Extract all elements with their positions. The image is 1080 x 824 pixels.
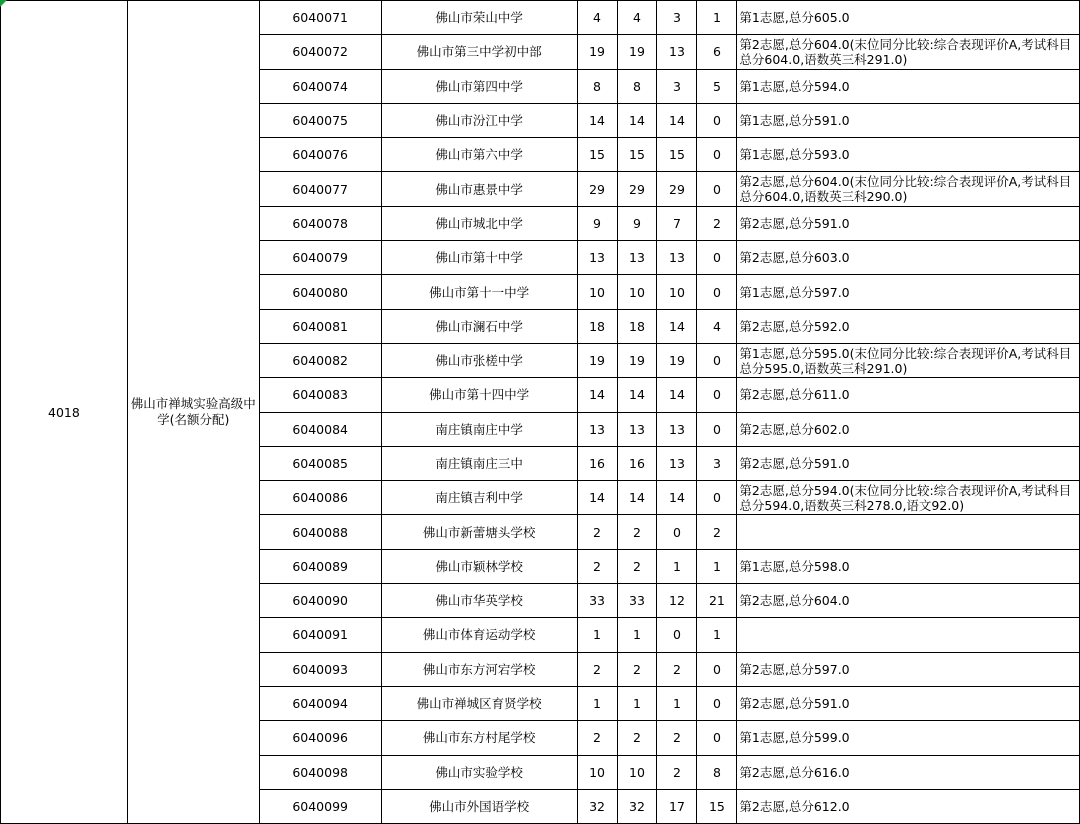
remark-cell: 第2志愿,总分592.0 xyxy=(737,309,1080,343)
remark-cell: 第2志愿,总分611.0 xyxy=(737,378,1080,412)
remark-cell: 第2志愿,总分591.0 xyxy=(737,446,1080,480)
admitted-cell: 13 xyxy=(657,241,697,275)
remark-cell: 第1志愿,总分595.0(末位同分比较:综合表现评价A,考试科目总分595.0,语数英三科291.0) xyxy=(737,343,1080,377)
planned-cell: 2 xyxy=(617,721,657,755)
remaining-cell: 0 xyxy=(697,721,737,755)
school-code-cell: 6040099 xyxy=(259,789,381,823)
planned-cell: 29 xyxy=(617,172,657,206)
planned-cell: 14 xyxy=(617,481,657,515)
planned-cell: 33 xyxy=(617,584,657,618)
school-name-cell: 佛山市禅城区育贤学校 xyxy=(381,686,577,720)
remaining-cell: 0 xyxy=(697,138,737,172)
admitted-cell: 14 xyxy=(657,309,697,343)
remaining-cell: 2 xyxy=(697,515,737,549)
admitted-cell: 0 xyxy=(657,515,697,549)
school-name-cell: 佛山市东方河宕学校 xyxy=(381,652,577,686)
admitted-cell: 15 xyxy=(657,138,697,172)
admitted-cell: 3 xyxy=(657,1,697,35)
school-name-cell: 佛山市第四中学 xyxy=(381,69,577,103)
remaining-cell: 1 xyxy=(697,549,737,583)
school-code-cell: 6040094 xyxy=(259,686,381,720)
quota-cell: 19 xyxy=(577,35,617,69)
admitted-cell: 13 xyxy=(657,35,697,69)
school-code-cell: 6040079 xyxy=(259,241,381,275)
remark-cell: 第1志愿,总分594.0 xyxy=(737,69,1080,103)
quota-cell: 33 xyxy=(577,584,617,618)
remark-cell: 第2志愿,总分603.0 xyxy=(737,241,1080,275)
admitted-cell: 12 xyxy=(657,584,697,618)
group-name-cell: 佛山市禅城实验高级中学(名额分配) xyxy=(127,1,259,824)
remark-cell: 第1志愿,总分598.0 xyxy=(737,549,1080,583)
planned-cell: 14 xyxy=(617,103,657,137)
school-code-cell: 6040084 xyxy=(259,412,381,446)
admitted-cell: 14 xyxy=(657,481,697,515)
remaining-cell: 0 xyxy=(697,275,737,309)
remaining-cell: 5 xyxy=(697,69,737,103)
school-code-cell: 6040071 xyxy=(259,1,381,35)
remark-cell xyxy=(737,515,1080,549)
school-name-cell: 佛山市城北中学 xyxy=(381,206,577,240)
planned-cell: 2 xyxy=(617,652,657,686)
school-code-cell: 6040089 xyxy=(259,549,381,583)
remaining-cell: 0 xyxy=(697,378,737,412)
planned-cell: 19 xyxy=(617,343,657,377)
remaining-cell: 4 xyxy=(697,309,737,343)
quota-cell: 14 xyxy=(577,481,617,515)
remaining-cell: 1 xyxy=(697,618,737,652)
remark-cell: 第1志愿,总分597.0 xyxy=(737,275,1080,309)
remaining-cell: 0 xyxy=(697,481,737,515)
quota-cell: 2 xyxy=(577,652,617,686)
school-code-cell: 6040076 xyxy=(259,138,381,172)
planned-cell: 2 xyxy=(617,515,657,549)
remark-cell: 第1志愿,总分593.0 xyxy=(737,138,1080,172)
cell-marker-icon xyxy=(0,0,7,7)
remaining-cell: 2 xyxy=(697,206,737,240)
planned-cell: 13 xyxy=(617,241,657,275)
remaining-cell: 0 xyxy=(697,686,737,720)
table-row xyxy=(1,1,1080,35)
quota-cell: 14 xyxy=(577,378,617,412)
school-code-cell: 6040088 xyxy=(259,515,381,549)
remaining-cell: 0 xyxy=(697,412,737,446)
admitted-cell: 2 xyxy=(657,721,697,755)
remark-cell: 第2志愿,总分604.0 xyxy=(737,584,1080,618)
admitted-cell: 2 xyxy=(657,652,697,686)
admitted-cell: 1 xyxy=(657,686,697,720)
school-code-cell: 6040083 xyxy=(259,378,381,412)
admitted-cell: 1 xyxy=(657,549,697,583)
quota-cell: 10 xyxy=(577,275,617,309)
school-name-cell: 佛山市第十四中学 xyxy=(381,378,577,412)
planned-cell: 4 xyxy=(617,1,657,35)
school-name-cell: 佛山市外国语学校 xyxy=(381,789,577,823)
school-code-cell: 6040072 xyxy=(259,35,381,69)
school-code-cell: 6040080 xyxy=(259,275,381,309)
quota-cell: 8 xyxy=(577,69,617,103)
school-name-cell: 南庄镇南庄中学 xyxy=(381,412,577,446)
school-name-cell: 佛山市华英学校 xyxy=(381,584,577,618)
school-name-cell: 佛山市第十中学 xyxy=(381,241,577,275)
quota-cell: 13 xyxy=(577,241,617,275)
admitted-cell: 17 xyxy=(657,789,697,823)
quota-cell: 2 xyxy=(577,549,617,583)
school-name-cell: 佛山市澜石中学 xyxy=(381,309,577,343)
school-code-cell: 6040074 xyxy=(259,69,381,103)
school-code-cell: 6040081 xyxy=(259,309,381,343)
admitted-cell: 14 xyxy=(657,378,697,412)
remaining-cell: 0 xyxy=(697,103,737,137)
planned-cell: 18 xyxy=(617,309,657,343)
remaining-cell: 15 xyxy=(697,789,737,823)
school-name-cell: 佛山市第十一中学 xyxy=(381,275,577,309)
school-name-cell: 佛山市体育运动学校 xyxy=(381,618,577,652)
remaining-cell: 0 xyxy=(697,241,737,275)
admitted-cell: 2 xyxy=(657,755,697,789)
remark-cell: 第2志愿,总分604.0(末位同分比较:综合表现评价A,考试科目总分604.0,语数英三科291.0) xyxy=(737,35,1080,69)
planned-cell: 1 xyxy=(617,618,657,652)
quota-cell: 15 xyxy=(577,138,617,172)
school-name-cell: 佛山市荣山中学 xyxy=(381,1,577,35)
remark-cell: 第1志愿,总分605.0 xyxy=(737,1,1080,35)
remaining-cell: 0 xyxy=(697,343,737,377)
remaining-cell: 21 xyxy=(697,584,737,618)
remark-cell: 第2志愿,总分602.0 xyxy=(737,412,1080,446)
remark-cell: 第2志愿,总分597.0 xyxy=(737,652,1080,686)
remark-cell: 第2志愿,总分591.0 xyxy=(737,686,1080,720)
planned-cell: 16 xyxy=(617,446,657,480)
group-id-cell: 4018 xyxy=(1,1,128,824)
remaining-cell: 8 xyxy=(697,755,737,789)
quota-cell: 1 xyxy=(577,686,617,720)
school-name-cell: 佛山市实验学校 xyxy=(381,755,577,789)
school-code-cell: 6040086 xyxy=(259,481,381,515)
remaining-cell: 0 xyxy=(697,172,737,206)
admitted-cell: 13 xyxy=(657,412,697,446)
remark-cell: 第2志愿,总分604.0(末位同分比较:综合表现评价A,考试科目总分604.0,语数英三科290.0) xyxy=(737,172,1080,206)
school-name-cell: 佛山市新蕾塘头学校 xyxy=(381,515,577,549)
planned-cell: 1 xyxy=(617,686,657,720)
admitted-cell: 13 xyxy=(657,446,697,480)
remaining-cell: 0 xyxy=(697,652,737,686)
admitted-cell: 19 xyxy=(657,343,697,377)
quota-cell: 4 xyxy=(577,1,617,35)
school-name-cell: 佛山市第六中学 xyxy=(381,138,577,172)
quota-cell: 16 xyxy=(577,446,617,480)
remark-cell: 第2志愿,总分591.0 xyxy=(737,206,1080,240)
planned-cell: 14 xyxy=(617,378,657,412)
planned-cell: 2 xyxy=(617,549,657,583)
school-code-cell: 6040091 xyxy=(259,618,381,652)
remaining-cell: 1 xyxy=(697,1,737,35)
school-code-cell: 6040077 xyxy=(259,172,381,206)
quota-cell: 2 xyxy=(577,515,617,549)
quota-cell: 2 xyxy=(577,721,617,755)
admitted-cell: 29 xyxy=(657,172,697,206)
remark-cell: 第2志愿,总分594.0(末位同分比较:综合表现评价A,考试科目总分594.0,语数英三科278.0,语文92.0) xyxy=(737,481,1080,515)
school-code-cell: 6040082 xyxy=(259,343,381,377)
planned-cell: 19 xyxy=(617,35,657,69)
school-code-cell: 6040085 xyxy=(259,446,381,480)
quota-cell: 29 xyxy=(577,172,617,206)
remaining-cell: 3 xyxy=(697,446,737,480)
admitted-cell: 10 xyxy=(657,275,697,309)
school-code-cell: 6040093 xyxy=(259,652,381,686)
admitted-cell: 0 xyxy=(657,618,697,652)
quota-cell: 19 xyxy=(577,343,617,377)
school-code-cell: 6040098 xyxy=(259,755,381,789)
school-code-cell: 6040078 xyxy=(259,206,381,240)
admitted-cell: 3 xyxy=(657,69,697,103)
quota-cell: 32 xyxy=(577,789,617,823)
quota-cell: 1 xyxy=(577,618,617,652)
planned-cell: 32 xyxy=(617,789,657,823)
school-name-cell: 佛山市东方村尾学校 xyxy=(381,721,577,755)
remark-cell: 第2志愿,总分616.0 xyxy=(737,755,1080,789)
planned-cell: 10 xyxy=(617,755,657,789)
quota-cell: 10 xyxy=(577,755,617,789)
school-name-cell: 南庄镇南庄三中 xyxy=(381,446,577,480)
remark-cell: 第2志愿,总分612.0 xyxy=(737,789,1080,823)
quota-cell: 18 xyxy=(577,309,617,343)
school-code-cell: 6040096 xyxy=(259,721,381,755)
planned-cell: 10 xyxy=(617,275,657,309)
school-name-cell: 佛山市张槎中学 xyxy=(381,343,577,377)
school-name-cell: 佛山市汾江中学 xyxy=(381,103,577,137)
admitted-cell: 7 xyxy=(657,206,697,240)
planned-cell: 13 xyxy=(617,412,657,446)
school-name-cell: 佛山市颖林学校 xyxy=(381,549,577,583)
school-code-cell: 6040075 xyxy=(259,103,381,137)
planned-cell: 15 xyxy=(617,138,657,172)
table-body xyxy=(1,1,1080,824)
quota-cell: 9 xyxy=(577,206,617,240)
remark-cell xyxy=(737,618,1080,652)
planned-cell: 9 xyxy=(617,206,657,240)
school-name-cell: 佛山市惠景中学 xyxy=(381,172,577,206)
school-name-cell: 南庄镇吉利中学 xyxy=(381,481,577,515)
school-code-cell: 6040090 xyxy=(259,584,381,618)
remaining-cell: 6 xyxy=(697,35,737,69)
quota-cell: 13 xyxy=(577,412,617,446)
planned-cell: 8 xyxy=(617,69,657,103)
remark-cell: 第1志愿,总分591.0 xyxy=(737,103,1080,137)
quota-cell: 14 xyxy=(577,103,617,137)
admitted-cell: 14 xyxy=(657,103,697,137)
school-name-cell: 佛山市第三中学初中部 xyxy=(381,35,577,69)
remark-cell: 第1志愿,总分599.0 xyxy=(737,721,1080,755)
